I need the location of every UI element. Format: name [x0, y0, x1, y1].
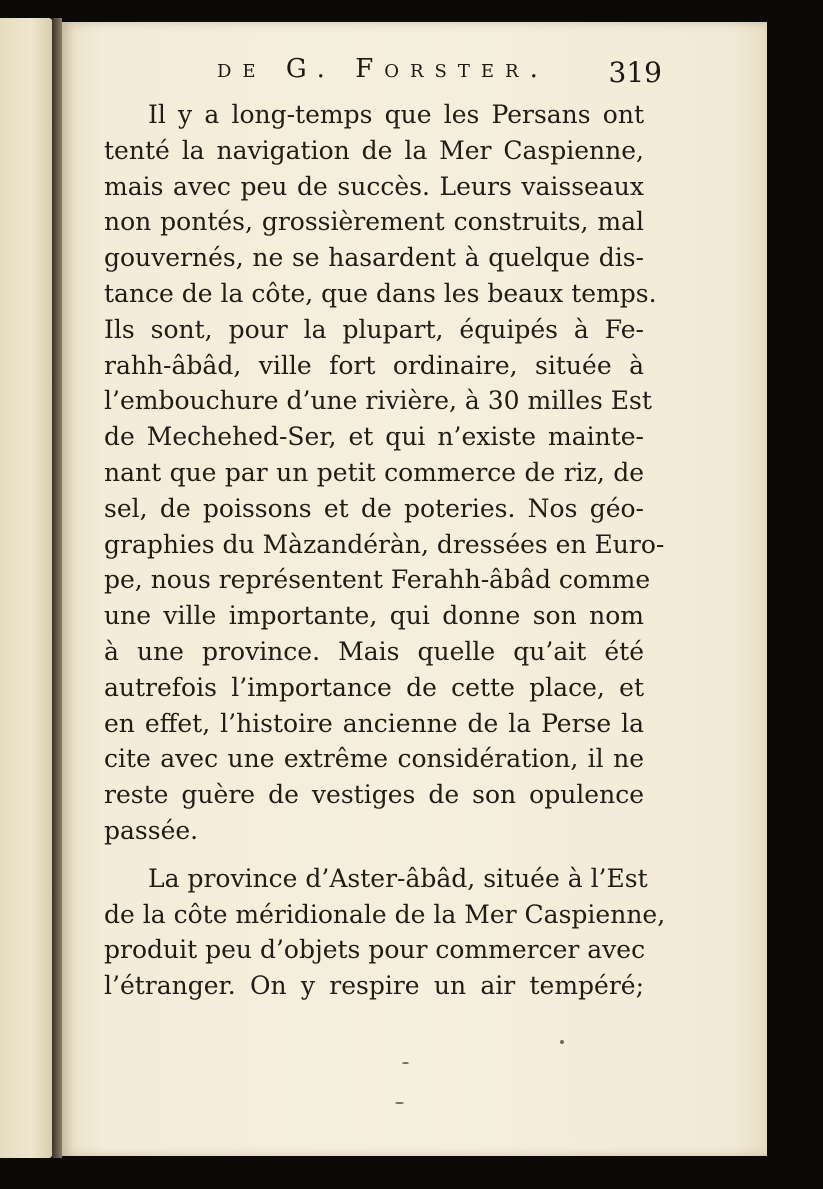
text-line: sel, de poissons et de poteries. Nos géo- — [104, 493, 644, 523]
paper-speck — [402, 1062, 409, 1064]
body-text — [104, 97, 666, 1004]
text-line: autrefois l’importance de cette place, et — [104, 672, 644, 702]
text-line: une ville importante, qui donne son nom — [104, 601, 644, 631]
text-line: l’étranger. On y respire un air tempéré; — [104, 971, 644, 1001]
running-head — [152, 52, 662, 92]
text-line: rahh-âbâd, ville fort ordinaire, située à — [104, 350, 644, 380]
previous-page-edge — [0, 18, 52, 1158]
text-line: non pontés, grossièrement construits, mal — [104, 207, 644, 237]
book-gutter — [52, 18, 62, 1158]
text-line: l’embouchure d’une rivière, à 30 milles Est — [104, 386, 652, 416]
text-line: mais avec peu de succès. Leurs vaisseaux — [104, 171, 644, 201]
paragraph — [104, 861, 666, 1004]
text-line: Ils sont, pour la plupart, équipés à Fe- — [104, 314, 644, 344]
text-line: tenté la navigation de la Mer Caspienne, — [104, 135, 644, 165]
text-line: en effet, l’histoire ancienne de la Perse la — [104, 708, 644, 738]
paper-speck — [395, 1102, 404, 1104]
page-number: 319 — [608, 56, 662, 89]
text-line: gouvernés, ne se hasardent à quelque dis- — [104, 243, 644, 273]
text-line: produit peu d’objets pour commercer avec — [104, 935, 646, 965]
paragraph-gap — [104, 849, 644, 861]
text-line: de Mechehed-Ser, et qui n’existe mainte- — [104, 422, 644, 452]
text-line: de la côte méridionale de la Mer Caspienne, — [104, 899, 666, 929]
text-line: passée. — [104, 815, 199, 845]
text-line: reste guère de vestiges de son opulence — [104, 780, 644, 810]
paper-speck — [560, 1040, 564, 1044]
text-line: Il y a long-temps que les Persans ont — [148, 100, 644, 129]
text-line: nant que par un petit commerce de riz, de — [104, 457, 644, 487]
text-line: La province d’Aster-âbâd, située à l’Est — [148, 863, 648, 893]
paragraph — [104, 97, 665, 849]
text-line: tance de la côte, que dans les beaux temps. — [104, 278, 657, 308]
running-title: de G. Forster. — [217, 54, 549, 84]
text-line: pe, nous représentent Ferahh-âbâd comme — [104, 565, 651, 595]
text-line: cite avec une extrême considération, il ne — [104, 744, 644, 774]
text-line: graphies du Màzandéràn, dressées en Euro- — [104, 529, 665, 559]
text-line: à une province. Mais quelle qu’ait été — [104, 636, 644, 666]
